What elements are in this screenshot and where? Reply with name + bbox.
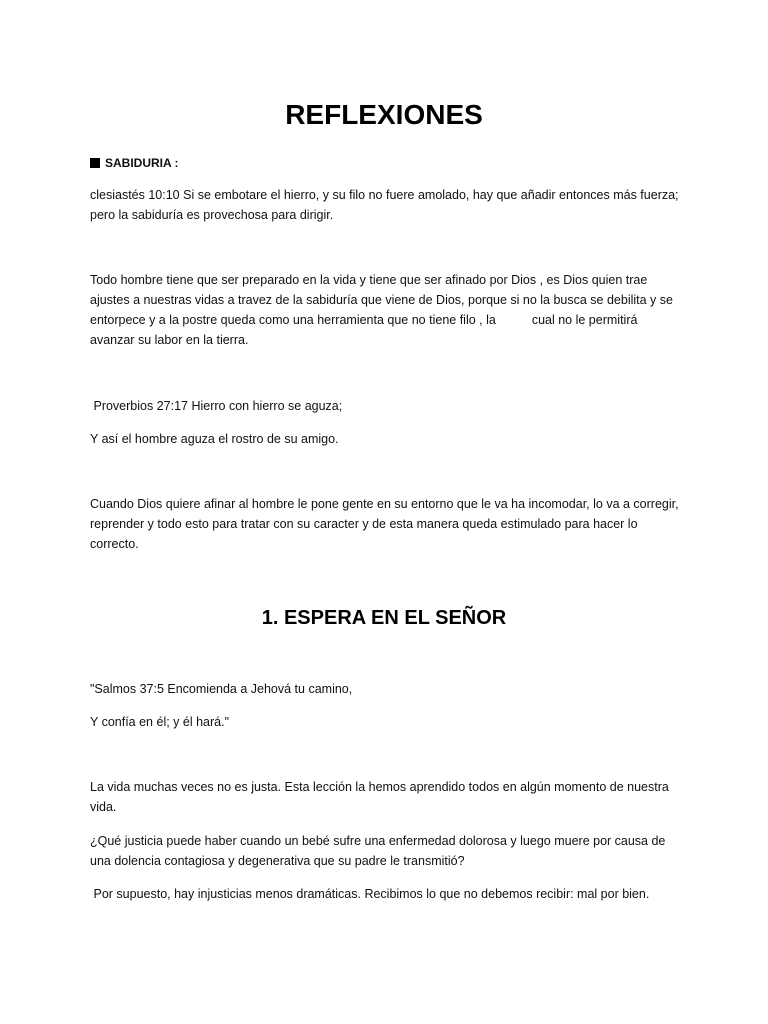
subheading bbox=[90, 154, 179, 172]
paragraph-justicia: ¿Qué justicia puede haber cuando un bebé sufre una enfermedad dolorosa y luego muere por causa de una dolencia contagiosa y degenerativa que su padre le transmitió? bbox=[90, 834, 669, 868]
paragraph-injusticias: Por supuesto, hay injusticias menos dramáticas. Recibimos lo que no debemos recibir: mal por bien. bbox=[90, 887, 650, 901]
section-title: 1. ESPERA EN EL SEÑOR bbox=[261, 607, 507, 629]
paragraph-eclesiastes: clesiastés 10:10 Si se embotare el hierro, y su filo no fuere amolado, hay que añadir entonces más fuerza; pero la sabiduría es provechosa para dirigir. bbox=[90, 188, 683, 222]
paragraph-proverbios: Proverbios 27:17 Hierro con hierro se aguza; bbox=[90, 399, 343, 413]
document-title: REFLEXIONES bbox=[285, 99, 483, 130]
paragraph-preparado-text: Todo hombre tiene que ser preparado en la vida y tiene que ser afinado por Dios , es Dios quien trae ajustes a nuestras vidas a travez de la sabiduría que viene de Dios, porque si no la busca se debilita y se entorpece y a la postre queda como una herramienta que no tiene filo , la bbox=[90, 273, 677, 327]
subheading-label: SABIDURIA : bbox=[105, 156, 179, 170]
paragraph-afinar: Cuando Dios quiere afinar al hombre le pone gente en su entorno que le va ha incomodar, lo va a corregir, reprender y todo esto para tratar con su caracter y de esta manera queda estimulado para hacer lo correcto. bbox=[90, 497, 683, 551]
paragraph-preparado bbox=[90, 270, 680, 350]
paragraph-aguza: Y así el hombre aguza el rostro de su amigo. bbox=[90, 432, 339, 446]
square-bullet-icon bbox=[90, 158, 100, 168]
paragraph-confia: Y confía en él; y él hará." bbox=[90, 715, 230, 729]
paragraph-preparado-continuation: cual no le permitirá avanzar su labor en la tierra. bbox=[90, 313, 641, 347]
paragraph-salmos: "Salmos 37:5 Encomienda a Jehová tu camino, bbox=[90, 682, 353, 696]
paragraph-vida-no-justa: La vida muchas veces no es justa. Esta lección la hemos aprendido todos en algún momento de nuestra vida. bbox=[90, 780, 673, 814]
